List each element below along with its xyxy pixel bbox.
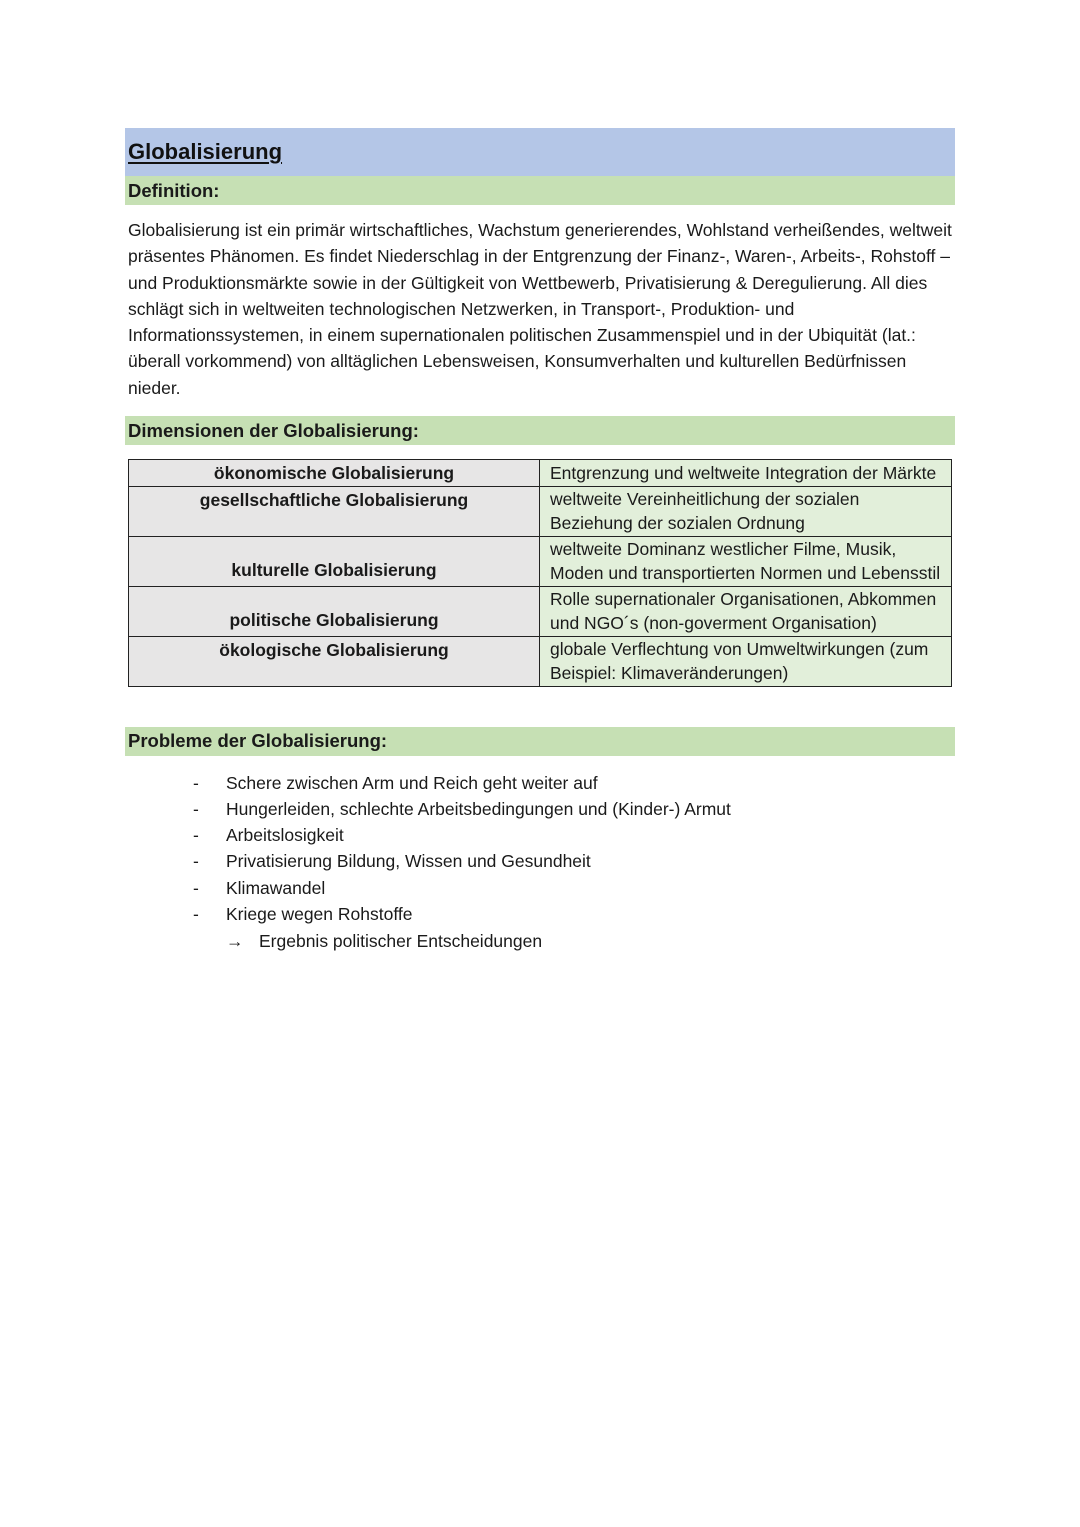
bullet-dash: - xyxy=(193,851,199,872)
problems-heading: Probleme der Globalisierung: xyxy=(125,727,955,756)
dimension-term: politische Globalisierung xyxy=(129,586,540,636)
list-item xyxy=(125,796,955,822)
list-item-text: Arbeitslosigkeit xyxy=(226,825,344,846)
document-page xyxy=(125,128,955,954)
table-row xyxy=(129,460,952,487)
list-item xyxy=(125,901,955,927)
list-item-text: Kriege wegen Rohstoffe xyxy=(226,904,413,925)
definition-heading: Definition: xyxy=(125,176,955,205)
result-text: Ergebnis politischer Entscheidungen xyxy=(259,931,543,952)
arrow-right-icon: → xyxy=(226,931,244,952)
list-item xyxy=(125,875,955,901)
dimension-term: kulturelle Globalisierung xyxy=(129,536,540,586)
definition-text: Globalisierung ist ein primär wirtschaftliches, Wachstum generierendes, Wohlstand verheißendes, weltweit präsentes Phänomen. Es findet Niederschlag in der Entgrenzung der Finanz-, Waren-, Arbeits-, Rohstoff – und Produktionsmärkte sowie in der Gültigkeit von Wettbewerb, Privatisierung & Deregulierung. All dies schlägt sich in weltweiten technologischen Netzwerken, in Transport-, Produktion- und Informationssystemen, in einem supernationalen politischen Zusammenspiel und in der Ubiquität (lat.: überall vorkommend) von alltäglichen Lebensweisen, Konsumverhalten und kulturellen Bedürfnissen nieder. xyxy=(128,220,952,398)
dimensions-table xyxy=(128,459,952,687)
list-item xyxy=(125,822,955,848)
bullet-dash: - xyxy=(193,798,199,819)
list-item-text: Schere zwischen Arm und Reich geht weiter auf xyxy=(226,772,598,793)
page-title: Globalisierung xyxy=(128,139,283,164)
list-item-text: Klimawandel xyxy=(226,877,326,898)
result-line xyxy=(125,928,955,954)
bullet-dash: - xyxy=(193,825,199,846)
list-item-text: Hungerleiden, schlechte Arbeitsbedingungen und (Kinder-) Armut xyxy=(226,798,731,819)
dimension-description: globale Verflechtung von Umweltwirkungen (zum Beispiel: Klimaveränderungen) xyxy=(540,636,952,686)
list-item-text: Privatisierung Bildung, Wissen und Gesundheit xyxy=(226,851,591,872)
dimension-term: ökonomische Globalisierung xyxy=(129,460,540,487)
list-item xyxy=(125,848,955,874)
dimension-description: Entgrenzung und weltweite Integration der Märkte xyxy=(540,460,952,487)
table-row xyxy=(129,536,952,586)
dimension-description: weltweite Dominanz westlicher Filme, Musik, Moden und transportierten Normen und Lebensstil xyxy=(540,536,952,586)
problems-list xyxy=(125,770,955,928)
table-row xyxy=(129,586,952,636)
bullet-dash: - xyxy=(193,772,199,793)
bullet-dash: - xyxy=(193,904,199,925)
dimension-description: weltweite Vereinheitlichung der sozialen Beziehung der sozialen Ordnung xyxy=(540,486,952,536)
table-row xyxy=(129,636,952,686)
dimensions-heading: Dimensionen der Globalisierung: xyxy=(125,416,955,445)
dimension-term: ökologische Globalisierung xyxy=(129,636,540,686)
table-row xyxy=(129,486,952,536)
dimension-term: gesellschaftliche Globalisierung xyxy=(129,486,540,536)
title-bar xyxy=(125,128,955,176)
bullet-dash: - xyxy=(193,877,199,898)
dimension-description: Rolle supernationaler Organisationen, Abkommen und NGO´s (non-goverment Organisation) xyxy=(540,586,952,636)
list-item xyxy=(125,770,955,796)
